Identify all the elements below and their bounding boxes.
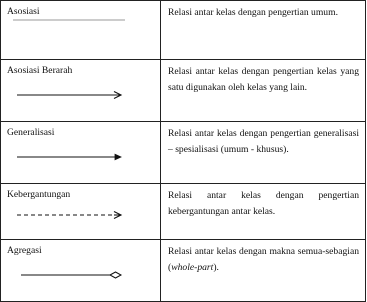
relation-name: Kebergantungan	[7, 189, 71, 200]
description-text-end: ).	[213, 262, 219, 273]
relation-name: Agregasi	[7, 245, 42, 256]
relation-description: Relasi antar kelas dengan pengertian umum.	[168, 7, 338, 18]
relation-name: Asosiasi Berarah	[7, 65, 73, 76]
relation-description: Relasi antar kelas dengan pengertian kebergantungan antar kelas.	[168, 190, 359, 217]
open-arrow-line-icon	[13, 88, 125, 102]
plain-line-icon	[13, 13, 125, 27]
table-row	[1, 122, 366, 184]
table-row	[1, 184, 366, 240]
hollow-diamond-line-icon	[13, 268, 125, 282]
relation-description: Relasi antar kelas dengan pengertian generalisasi – spesialisasi (umum - khusus).	[168, 128, 359, 155]
description-text: Relasi antar kelas dengan makna semua-sebagian (	[168, 246, 359, 273]
dashed-arrow-line-icon	[13, 208, 125, 222]
description-cell	[161, 1, 366, 60]
notation-cell	[1, 1, 161, 60]
table-row	[1, 60, 366, 122]
relation-description: Relasi antar kelas dengan pengertian kelas yang satu digunakan oleh kelas yang lain.	[168, 66, 359, 93]
relation-name: Asosiasi	[7, 6, 40, 17]
notation-cell	[1, 240, 161, 302]
description-emphasis: whole-part	[171, 262, 214, 273]
description-cell	[161, 184, 366, 240]
relation-description	[168, 246, 359, 273]
notation-cell	[1, 122, 161, 184]
description-cell	[161, 60, 366, 122]
description-cell	[161, 240, 366, 302]
description-cell	[161, 122, 366, 184]
filled-triangle-arrow-line-icon	[13, 150, 125, 164]
relation-name: Generalisasi	[7, 127, 55, 138]
notation-cell	[1, 184, 161, 240]
notation-cell	[1, 60, 161, 122]
table-row	[1, 1, 366, 60]
table-row	[1, 240, 366, 302]
